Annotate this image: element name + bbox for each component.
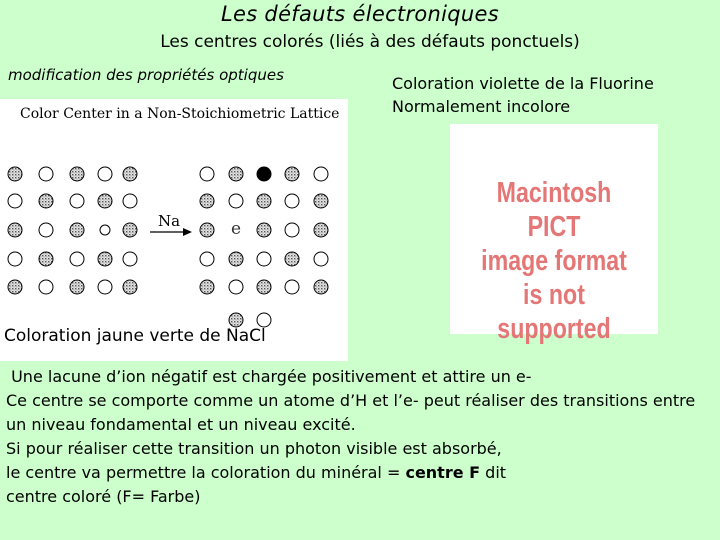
- chloride-ion: [98, 167, 112, 181]
- sodium-ion: [285, 252, 299, 266]
- slide-title: Les défauts électroniques: [221, 2, 499, 26]
- sodium-ion: [39, 252, 53, 266]
- sodium-ion: [200, 223, 214, 237]
- chloride-ion: [285, 194, 299, 208]
- chloride-ion: [8, 252, 22, 266]
- chloride-ion: [314, 167, 328, 181]
- sodium-ion: [70, 223, 84, 237]
- explanation-line: [6, 461, 716, 485]
- explanation-fragment: le centre va permettre la coloration du minéral =: [6, 463, 406, 482]
- chloride-ion: [200, 252, 214, 266]
- sodium-ion: [70, 167, 84, 181]
- chloride-ion: [285, 280, 299, 294]
- explanation-text: [6, 365, 716, 509]
- chloride-ion: [70, 252, 84, 266]
- unsupported-image-line: is not supported: [497, 279, 611, 345]
- sodium-ion: [285, 167, 299, 181]
- sodium-label: Na: [158, 212, 181, 230]
- explanation-line: Si pour réaliser cette transition un photon visible est absorbé,: [6, 439, 502, 458]
- chloride-ion: [39, 280, 53, 294]
- sodium-ion: [229, 252, 243, 266]
- chloride-ion: [123, 194, 137, 208]
- chloride-ion: [39, 223, 53, 237]
- chloride-ion: [314, 252, 328, 266]
- sodium-ion: [229, 167, 243, 181]
- sodium-ion: [39, 194, 53, 208]
- surface-chloride-ion: [257, 313, 271, 327]
- chloride-ion: [123, 252, 137, 266]
- chloride-ion: [257, 252, 271, 266]
- fluorine-note-line: Coloration violette de la Fluorine: [392, 74, 654, 93]
- sodium-ion: [98, 194, 112, 208]
- chloride-ion: [229, 280, 243, 294]
- explanation-fragment: dit: [480, 463, 507, 482]
- fluorine-note: [392, 72, 654, 118]
- sodium-ion: [70, 280, 84, 294]
- sodium-ion: [98, 252, 112, 266]
- sodium-ion: [200, 194, 214, 208]
- chloride-ion: [200, 167, 214, 181]
- fluorine-note-line: Normalement incolore: [392, 97, 571, 116]
- chloride-ion: [229, 194, 243, 208]
- f-center-term: centre F: [405, 463, 481, 482]
- sodium-ion: [123, 223, 137, 237]
- sodium-ion: [8, 223, 22, 237]
- sodium-ion: [8, 167, 22, 181]
- surface-sodium-ion: [229, 313, 243, 327]
- chloride-ion: [8, 194, 22, 208]
- sodium-ion: [200, 280, 214, 294]
- figure-title: Color Center in a Non-Stoichiometric Lattice: [20, 106, 340, 122]
- chloride-ion: [70, 194, 84, 208]
- anion-vacancy-site: [100, 225, 110, 235]
- chloride-ion: [39, 167, 53, 181]
- chloride-ion: [98, 280, 112, 294]
- slide-subtitle: Les centres colorés (liés à des défauts ponctuels): [160, 32, 580, 52]
- sodium-ion: [257, 194, 271, 208]
- unsupported-image-line: image format: [481, 245, 627, 277]
- unsupported-image-message: [471, 176, 637, 346]
- lattice-figure: [0, 99, 348, 361]
- explanation-line: centre coloré (F= Farbe): [6, 487, 201, 506]
- color-center-electron: [257, 167, 271, 181]
- figure-caption: Coloration jaune verte de NaCl: [4, 326, 266, 346]
- electron-label: e: [231, 219, 242, 239]
- sodium-ion: [314, 223, 328, 237]
- sodium-ion: [8, 280, 22, 294]
- lattice-diagram: [0, 99, 348, 361]
- explanation-line: Ce centre se comporte comme un atome d’H et l’e- peut réaliser des transitions entre un niveau fondamental et un niveau excité.: [6, 391, 696, 434]
- optical-properties-heading: modification des propriétés optiques: [8, 66, 284, 84]
- sodium-ion: [314, 280, 328, 294]
- chloride-ion: [285, 223, 299, 237]
- sodium-ion: [314, 194, 328, 208]
- sodium-ion: [257, 223, 271, 237]
- unsupported-image-line: Macintosh PICT: [496, 177, 612, 243]
- sodium-ion: [123, 167, 137, 181]
- explanation-line: Une lacune d’ion négatif est chargée positivement et attire un e-: [6, 367, 532, 386]
- sodium-ion: [257, 280, 271, 294]
- sodium-ion: [123, 280, 137, 294]
